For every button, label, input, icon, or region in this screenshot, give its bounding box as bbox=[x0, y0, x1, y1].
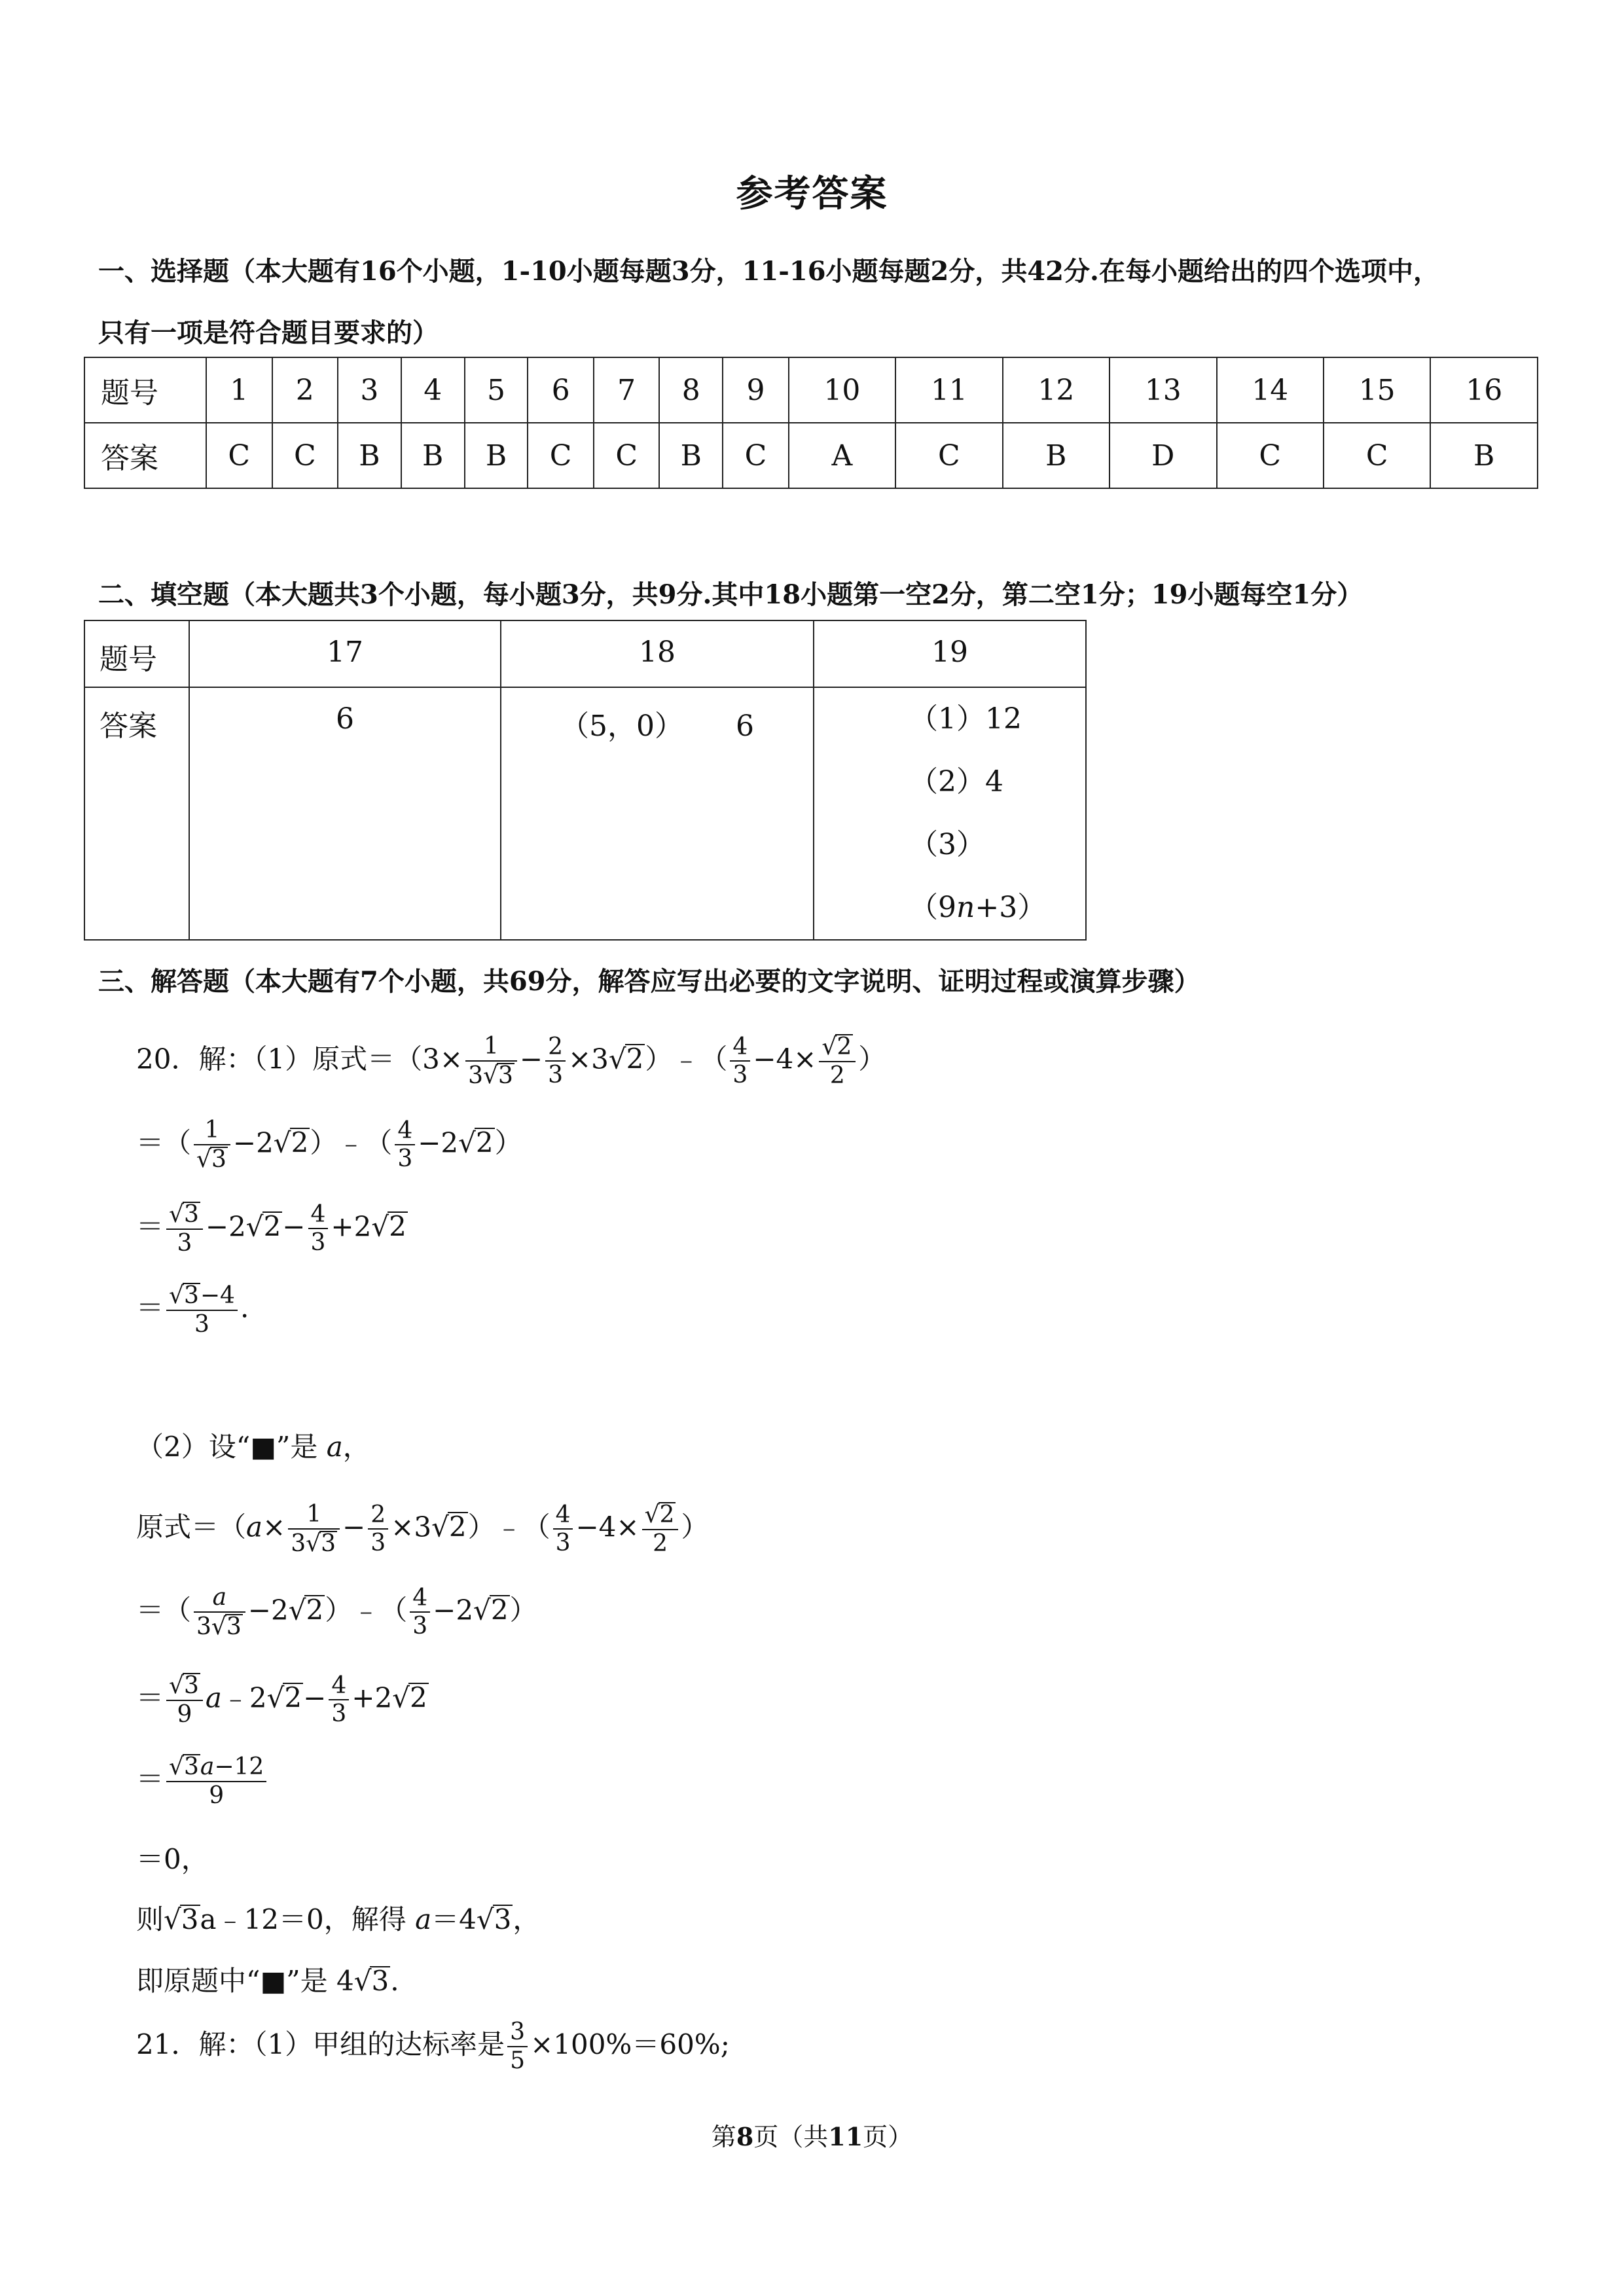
q20-part2-line6: 则√3a﹣12＝0，解得 a＝4√3， bbox=[136, 1903, 541, 1935]
answer-18-first: （5，0） bbox=[560, 709, 683, 743]
answer-cell: C bbox=[1324, 423, 1430, 488]
answer-cell: C bbox=[723, 423, 789, 488]
answer-17: 6 bbox=[189, 687, 501, 940]
choice-answer-table bbox=[84, 357, 1538, 489]
question-number: 1 bbox=[206, 357, 272, 423]
q20-part2-line1: 原式＝（a× $\frac{1}{3√3}$ − $\frac{2}{3}$ ×3√2）﹣（ $\frac{4}{3}$ −4× $\frac{√2}{2}$ ） bbox=[136, 1501, 709, 1557]
q20-part2-line4: ＝ $\frac{√3a-12}{9}$ bbox=[136, 1754, 269, 1808]
q20-part1-line2: ＝（ $\frac{1}{√3}$ −2√2）﹣（ $\frac{4}{3}$ −2√2） bbox=[136, 1117, 522, 1173]
question-number: 9 bbox=[723, 357, 789, 423]
page-title: 参考答案 bbox=[736, 172, 888, 215]
question-number: 6 bbox=[528, 357, 594, 423]
answer-cell: B bbox=[1430, 423, 1538, 488]
row-label: 答案 bbox=[84, 687, 189, 940]
fill-blank-answer-table bbox=[84, 620, 1087, 941]
answer-cell: C bbox=[1217, 423, 1324, 488]
table-row bbox=[84, 687, 1086, 940]
row-label: 答案 bbox=[84, 423, 206, 488]
answer-cell: B bbox=[1003, 423, 1110, 488]
answer-cell: C bbox=[528, 423, 594, 488]
answer-19 bbox=[814, 687, 1086, 940]
question-number: 12 bbox=[1003, 357, 1110, 423]
q20-part2-line7: 即原题中“■”是 4√3. bbox=[136, 1965, 399, 1997]
q20-part2-line5: ＝0， bbox=[136, 1843, 209, 1875]
question-number: 10 bbox=[789, 357, 895, 423]
answer-cell: D bbox=[1110, 423, 1216, 488]
answer-19-part1: （1）12 bbox=[909, 702, 1022, 736]
answer-cell: B bbox=[465, 423, 528, 488]
answer-19-part2: （2）4 bbox=[909, 765, 1003, 798]
question-number: 14 bbox=[1217, 357, 1324, 423]
answer-cell: C bbox=[594, 423, 660, 488]
question-number: 3 bbox=[338, 357, 401, 423]
q20-part1-line1: 20．解：（1）原式＝（3× $\frac{1}{3√3}$ − $\frac{2}{3}$ ×3√2）﹣（ $\frac{4}{3}$ −4× $\frac{√2}{2}$ ） bbox=[136, 1033, 886, 1089]
q20-part2-line3: ＝ $\frac{√3}{9}$ a﹣2√2− $\frac{4}{3}$ +2√2 bbox=[136, 1672, 427, 1728]
section1-heading: 一、选择题（本大题有16个小题，1-10小题每题3分，11-16小题每题2分，共42分.在每小题给出的四个选项中， bbox=[98, 256, 1439, 287]
page-footer: 第8页（共11页） bbox=[711, 2122, 913, 2151]
table-row bbox=[84, 620, 1086, 687]
table-row bbox=[84, 423, 1538, 488]
section3-heading: 三、解答题（本大题有7个小题，共69分，解答应写出必要的文字说明、证明过程或演算步骤） bbox=[98, 966, 1200, 997]
q20-part2-line2: ＝（ $\frac{a}{3√3}$ −2√2）﹣（ $\frac{4}{3}$ −2√2） bbox=[136, 1584, 537, 1640]
question-number: 19 bbox=[814, 620, 1086, 687]
question-number: 18 bbox=[501, 620, 814, 687]
question-number: 4 bbox=[401, 357, 465, 423]
answer-cell: C bbox=[895, 423, 1002, 488]
table-row bbox=[84, 357, 1538, 423]
question-number: 11 bbox=[895, 357, 1002, 423]
q20-part1-line3: ＝ $\frac{√3}{3}$ −2√2− $\frac{4}{3}$ +2√2 bbox=[136, 1200, 406, 1257]
question-number: 5 bbox=[465, 357, 528, 423]
q21-line1: 21．解：（1）甲组的达标率是 $\frac{3}{5}$ ×100%＝60%; bbox=[136, 2018, 730, 2074]
row-label: 题号 bbox=[84, 620, 189, 687]
q20-part2-intro: （2）设“■”是 a， bbox=[136, 1431, 370, 1463]
q20-part1-line4: ＝ $\frac{√3-4}{3}$ . bbox=[136, 1282, 249, 1338]
answer-18 bbox=[501, 687, 814, 940]
section2-heading: 二、填空题（本大题共3个小题，每小题3分，共9分.其中18小题第一空2分，第二空1分；19小题每空1分） bbox=[98, 579, 1363, 610]
question-number: 8 bbox=[659, 357, 723, 423]
question-number: 13 bbox=[1110, 357, 1216, 423]
question-number: 7 bbox=[594, 357, 660, 423]
answer-cell: B bbox=[401, 423, 465, 488]
answer-18-second: 6 bbox=[736, 709, 754, 743]
row-label: 题号 bbox=[84, 357, 206, 423]
question-number: 2 bbox=[272, 357, 338, 423]
answer-cell: B bbox=[338, 423, 401, 488]
question-number: 17 bbox=[189, 620, 501, 687]
question-number: 15 bbox=[1324, 357, 1430, 423]
answer-cell: C bbox=[272, 423, 338, 488]
section1-heading-cont: 只有一项是符合题目要求的） bbox=[98, 317, 439, 348]
answer-cell: B bbox=[659, 423, 723, 488]
answer-cell: A bbox=[789, 423, 895, 488]
question-number: 16 bbox=[1430, 357, 1538, 423]
answer-19-part3: （3）（9n+3） bbox=[909, 828, 1047, 924]
answer-cell: C bbox=[206, 423, 272, 488]
